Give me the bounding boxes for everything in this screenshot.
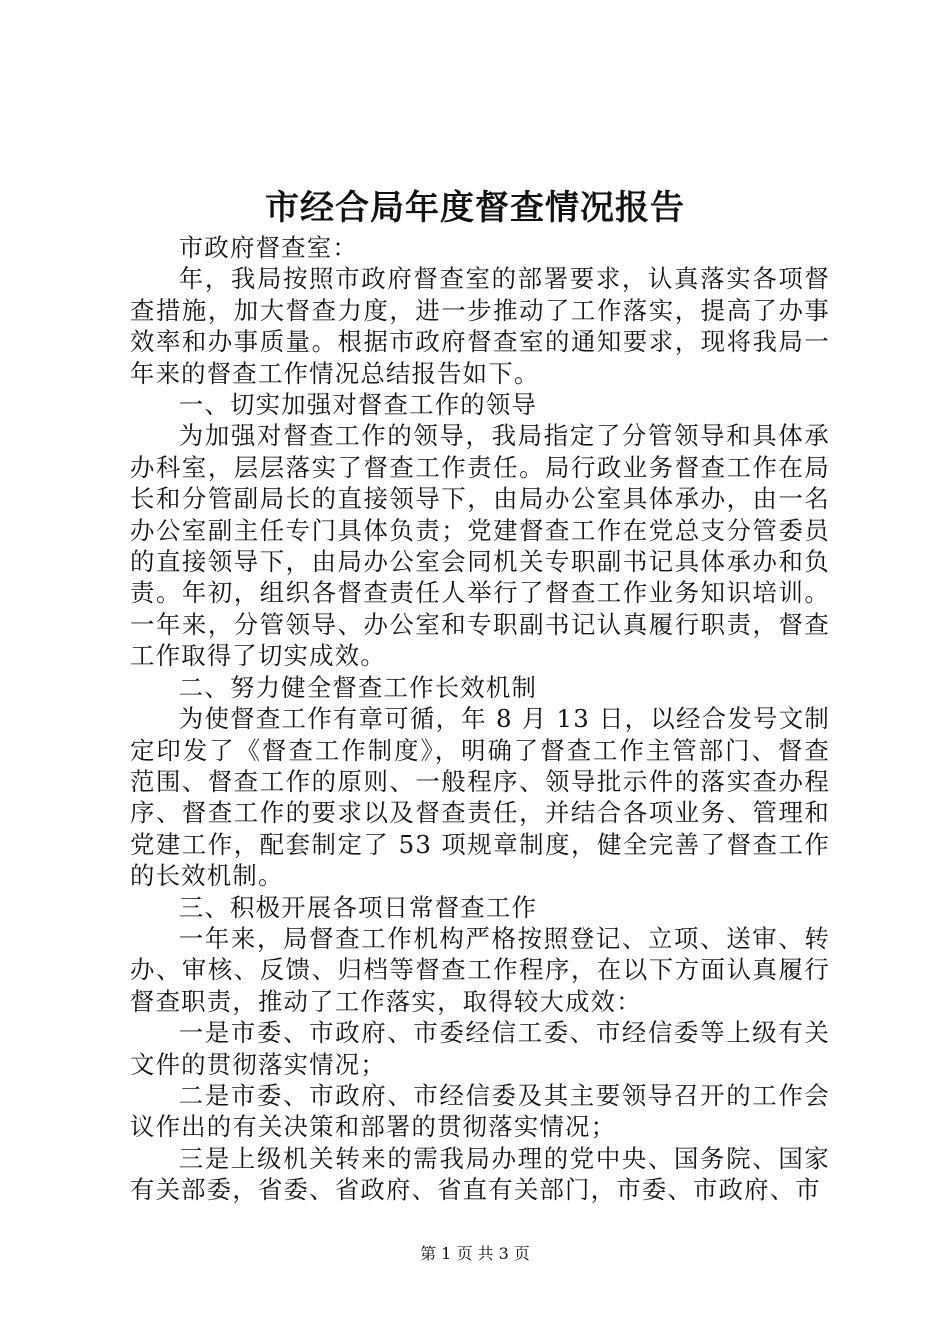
paragraph-section-2: 为使督查工作有章可循，年 8 月 13 日，以经合发号文制定印发了《督查工作制度》，明确了督查工作主管部门、督查范围、督查工作的原则、一般程序、领导批示件的落实查办程序、督查工作的要求以及督查责任，并结合各项业务、管理和党建工作，配套制定了 53 项规章制度，健全完善了督查工作的长效机制。	[130, 704, 830, 891]
list-item-1: 一是市委、市政府、市委经信工委、市经信委等上级有关文件的贯彻落实情况；	[130, 1018, 830, 1079]
document-title: 市经合局年度督查情况报告	[265, 188, 685, 228]
salutation: 市政府督查室：	[178, 233, 358, 262]
paragraph-section-3: 一年来，局督查工作机构严格按照登记、立项、送审、转办、审核、反馈、归档等督查工作程序，在以下方面认真履行督查职责，推动了工作落实，取得较大成效：	[130, 923, 830, 1016]
list-item-2: 二是市委、市政府、市经信委及其主要领导召开的工作会议作出的有关决策和部署的贯彻落实情况；	[130, 1080, 830, 1142]
list-item-3: 三是上级机关转来的需我局办理的党中央、国务院、国家有关部委，省委、省政府、省直有关部门，市委、市政府、市	[130, 1143, 830, 1205]
paragraph-intro: 年，我局按照市政府督查室的部署要求，认真落实各项督查措施，加大督查力度，进一步推动了工作落实，提高了办事效率和办事质量。根据市政府督查室的通知要求，现将我局一年来的督查工作情况总结报告如下。	[130, 264, 830, 388]
page-footer: 第 1 页 共 3 页	[420, 1244, 530, 1263]
section-heading-1: 一、切实加强对督查工作的领导	[178, 390, 538, 420]
section-heading-2: 二、努力健全督查工作长效机制	[178, 672, 538, 702]
document-body	[130, 232, 830, 1206]
section-heading-3: 三、积极开展各项日常督查工作	[178, 892, 538, 922]
paragraph-section-1: 为加强对督查工作的领导，我局指定了分管领导和具体承办科室，层层落实了督查工作责任。局行政业务督查工作在局长和分管副局长的直接领导下，由局办公室具体承办，由一名办公室副主任专门具体负责；党建督查工作在党总支分管委员的直接领导下，由局办公室会同机关专职副书记具体承办和负责。年初，组织各督查责任人举行了督查工作业务知识培训。一年来，分管领导、办公室和专职副书记认真履行职责，督查工作取得了切实成效。	[130, 421, 830, 671]
